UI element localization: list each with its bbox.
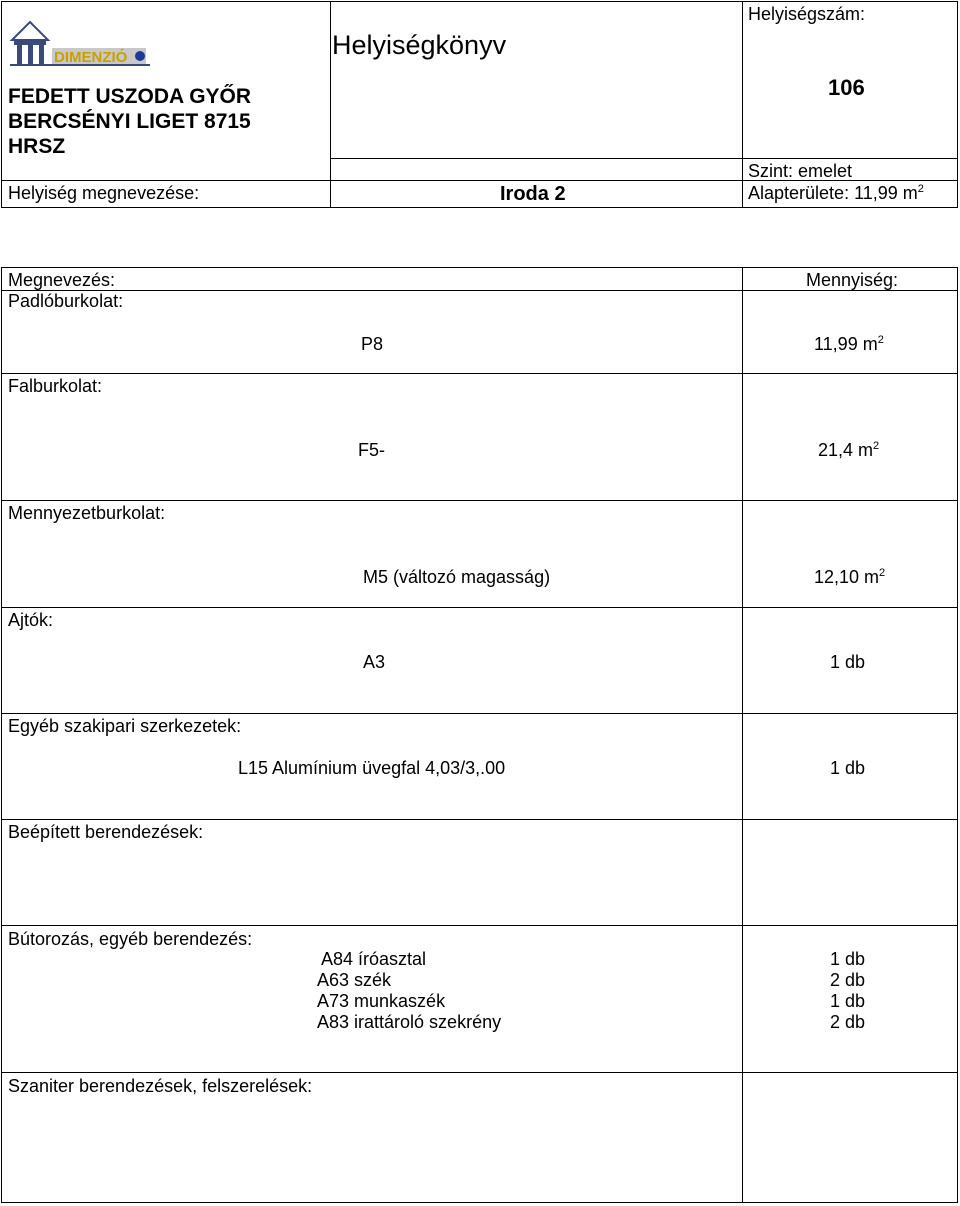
floor-quantity-value: 11,99 m xyxy=(814,334,878,354)
furniture-quantity: 1 db xyxy=(830,991,866,1011)
table-row-line xyxy=(1,1072,958,1073)
table-row-line xyxy=(1,373,958,374)
furniture-quantity: 1 db xyxy=(830,949,866,969)
ceiling-quantity xyxy=(814,567,885,587)
section-label-doors: Ajtók: xyxy=(8,610,54,630)
section-label-wall: Falburkolat: xyxy=(8,376,103,396)
table-row-line xyxy=(1,290,958,291)
table-row-line xyxy=(1,925,958,926)
building-line: FEDETT USZODA GYŐR xyxy=(8,85,252,108)
furniture-quantity: 2 db xyxy=(830,1012,866,1032)
doors-item: A3 xyxy=(363,652,386,672)
ceiling-quantity-value: 12,10 m xyxy=(814,567,880,587)
table-row-line xyxy=(1,500,958,501)
header-divider-v1 xyxy=(330,1,331,208)
section-label-furniture: Bútorozás, egyéb berendezés: xyxy=(8,929,253,949)
ceiling-quantity-sup: 2 xyxy=(879,567,886,579)
table-row-line xyxy=(1,607,958,608)
building-line: HRSZ xyxy=(8,135,66,158)
table-row-line xyxy=(1,713,958,714)
section-label-floor: Padlóburkolat: xyxy=(8,291,124,311)
table-row-line xyxy=(1,819,958,820)
other-structures-quantity: 1 db xyxy=(830,758,866,778)
quantity-column-header: Mennyiség: xyxy=(806,270,899,290)
book-title: Helyiségkönyv xyxy=(332,30,507,60)
other-structures-item: L15 Alumínium üvegfal 4,03/3,.00 xyxy=(238,758,506,778)
wall-quantity-value: 21,4 m xyxy=(818,440,874,460)
building-logo-icon xyxy=(8,18,153,70)
ceiling-item: M5 (változó magasság) xyxy=(363,567,551,587)
company-logo xyxy=(8,18,153,70)
furniture-quantity: 2 db xyxy=(830,970,866,990)
table-divider-v xyxy=(742,267,743,1203)
room-number: 106 xyxy=(828,75,865,100)
header-divider-v2 xyxy=(742,1,743,208)
room-number-label: Helyiségszám: xyxy=(748,4,866,24)
level-label: Szint: emelet xyxy=(748,161,853,181)
header-divider-h1 xyxy=(330,158,958,159)
area-unit-sup: 2 xyxy=(917,183,924,195)
area-label xyxy=(748,183,924,203)
furniture-item: A73 munkaszék xyxy=(317,991,446,1011)
furniture-item: A84 íróasztal xyxy=(321,949,427,969)
wall-quantity-sup: 2 xyxy=(873,440,880,452)
wall-item: F5- xyxy=(358,440,385,460)
name-column-header: Megnevezés: xyxy=(8,270,116,290)
doors-quantity: 1 db xyxy=(830,652,866,672)
room-name: Iroda 2 xyxy=(500,183,566,205)
floor-quantity xyxy=(814,334,884,354)
area-text: Alapterülete: 11,99 m xyxy=(748,183,918,203)
furniture-quantities xyxy=(830,949,865,1033)
wall-quantity xyxy=(818,440,879,460)
section-label-ceiling: Mennyezetburkolat: xyxy=(8,503,166,523)
section-label-sanitary: Szaniter berendezések, felszerelések: xyxy=(8,1076,313,1096)
section-label-other-structures: Egyéb szakipari szerkezetek: xyxy=(8,716,242,736)
building-line: BERCSÉNYI LIGET 8715 xyxy=(8,110,251,133)
floor-quantity-sup: 2 xyxy=(877,334,884,346)
floor-item: P8 xyxy=(361,334,384,354)
furniture-items xyxy=(317,949,501,1033)
section-label-built-in: Beépített berendezések: xyxy=(8,822,204,842)
building-name xyxy=(8,84,251,159)
room-name-label: Helyiség megnevezése: xyxy=(8,183,200,203)
furniture-item: A63 szék xyxy=(317,970,392,990)
furniture-item: A83 irattároló szekrény xyxy=(317,1012,502,1032)
logo-text: DIMENZIÓ xyxy=(54,49,128,66)
